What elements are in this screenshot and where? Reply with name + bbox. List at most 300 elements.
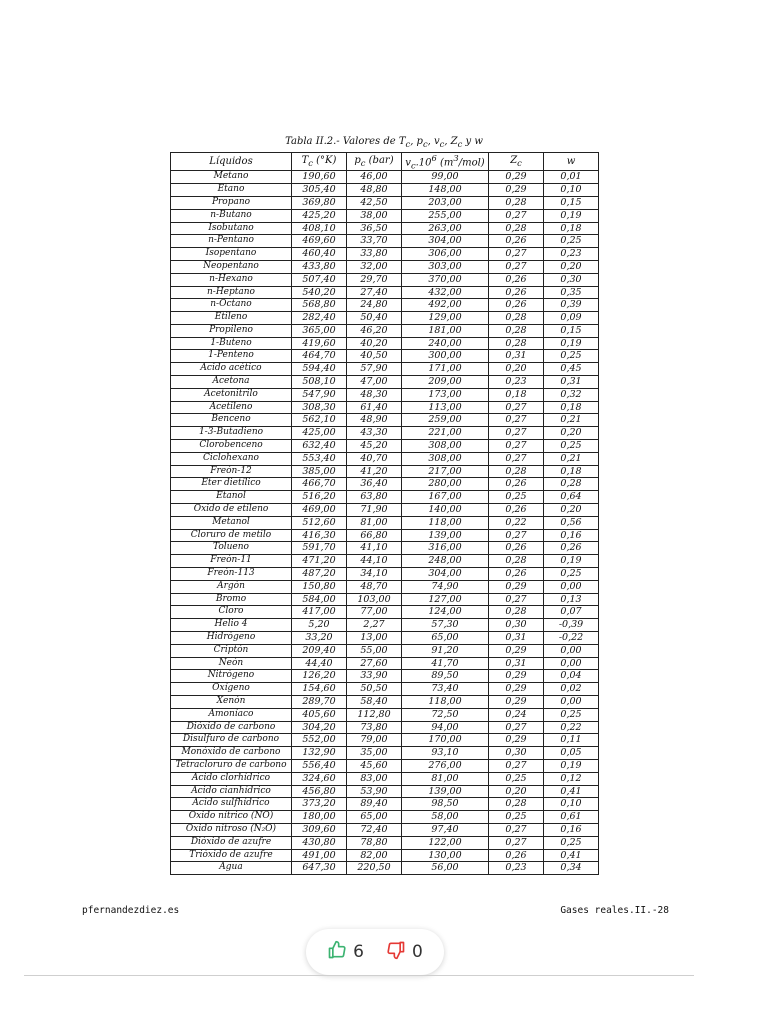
cell-tc: 584,00 <box>292 593 347 606</box>
cell-tc: 562,10 <box>292 414 347 427</box>
table-row <box>171 644 599 657</box>
cell-zc: 0,29 <box>489 683 544 696</box>
cell-zc: 0,28 <box>489 798 544 811</box>
cell-tc: 471,20 <box>292 555 347 568</box>
cell-w: 0,22 <box>544 721 599 734</box>
table-row <box>171 273 599 286</box>
thumbs-up-icon <box>327 940 347 965</box>
upvote-button[interactable] <box>327 940 364 965</box>
cell-w: -0,22 <box>544 632 599 645</box>
table-row <box>171 260 599 273</box>
cell-vc: 74,90 <box>402 580 489 593</box>
cell-vc: 124,00 <box>402 606 489 619</box>
cell-pc: 82,00 <box>347 849 402 862</box>
cell-w: 0,04 <box>544 670 599 683</box>
table-row <box>171 184 599 197</box>
table-row <box>171 823 599 836</box>
cell-liquido: Xenón <box>171 696 292 709</box>
cell-pc: 45,60 <box>347 759 402 772</box>
cell-w: 0,56 <box>544 516 599 529</box>
table-row <box>171 363 599 376</box>
cell-tc: 433,80 <box>292 260 347 273</box>
cell-pc: 72,40 <box>347 823 402 836</box>
cell-tc: 469,00 <box>292 504 347 517</box>
cell-tc: 405,60 <box>292 708 347 721</box>
cell-liquido: Criptón <box>171 644 292 657</box>
cell-zc: 0,26 <box>489 235 544 248</box>
cell-pc: 48,90 <box>347 414 402 427</box>
header-vc: $v_c.10^6$ $(m^3/mol)$ <box>402 153 489 171</box>
table-row <box>171 772 599 785</box>
cell-pc: 29,70 <box>347 273 402 286</box>
table-row <box>171 299 599 312</box>
cell-tc: 591,70 <box>292 542 347 555</box>
cell-vc: 129,00 <box>402 312 489 325</box>
cell-w: 0,45 <box>544 363 599 376</box>
cell-pc: 42,50 <box>347 196 402 209</box>
cell-vc: 98,50 <box>402 798 489 811</box>
cell-w: 0,10 <box>544 184 599 197</box>
table-header-row <box>171 153 599 171</box>
cell-zc: 0,27 <box>489 721 544 734</box>
footer-page-label: Gases reales.II.-28 <box>560 905 669 916</box>
cell-pc: 40,70 <box>347 452 402 465</box>
cell-vc: 303,00 <box>402 260 489 273</box>
cell-pc: 44,10 <box>347 555 402 568</box>
cell-zc: 0,22 <box>489 516 544 529</box>
cell-vc: 276,00 <box>402 759 489 772</box>
cell-vc: 73,40 <box>402 683 489 696</box>
cell-tc: 190,60 <box>292 171 347 184</box>
cell-w: 0,15 <box>544 196 599 209</box>
cell-liquido: Neopentano <box>171 260 292 273</box>
cell-tc: 568,80 <box>292 299 347 312</box>
cell-w: 0,09 <box>544 312 599 325</box>
cell-zc: 0,26 <box>489 849 544 862</box>
cell-vc: 97,40 <box>402 823 489 836</box>
cell-pc: 40,20 <box>347 337 402 350</box>
cell-liquido: Oxido nitroso (N₂O) <box>171 823 292 836</box>
table-row <box>171 465 599 478</box>
table-row <box>171 196 599 209</box>
cell-tc: 487,20 <box>292 568 347 581</box>
cell-liquido: Tetracloruro de carbono <box>171 759 292 772</box>
cell-liquido: Argón <box>171 580 292 593</box>
cell-vc: 304,00 <box>402 235 489 248</box>
cell-tc: 540,20 <box>292 286 347 299</box>
cell-w: 0,25 <box>544 568 599 581</box>
cell-zc: 0,29 <box>489 171 544 184</box>
cell-pc: 48,30 <box>347 388 402 401</box>
cell-w: 0,12 <box>544 772 599 785</box>
cell-liquido: 1-Buteno <box>171 337 292 350</box>
cell-zc: 0,27 <box>489 414 544 427</box>
cell-pc: 77,00 <box>347 606 402 619</box>
cell-tc: 464,70 <box>292 350 347 363</box>
cell-zc: 0,27 <box>489 823 544 836</box>
cell-pc: 33,70 <box>347 235 402 248</box>
cell-pc: 41,20 <box>347 465 402 478</box>
cell-pc: 73,80 <box>347 721 402 734</box>
cell-tc: 132,90 <box>292 747 347 760</box>
cell-w: 0,32 <box>544 388 599 401</box>
cell-liquido: Amoníaco <box>171 708 292 721</box>
cell-liquido: Oxígeno <box>171 683 292 696</box>
cell-tc: 516,20 <box>292 491 347 504</box>
cell-pc: 61,40 <box>347 401 402 414</box>
cell-w: 0,19 <box>544 209 599 222</box>
table-row <box>171 376 599 389</box>
cell-tc: 507,40 <box>292 273 347 286</box>
cell-w: 0,18 <box>544 465 599 478</box>
table-row <box>171 440 599 453</box>
cell-pc: 48,70 <box>347 580 402 593</box>
vote-widget <box>306 929 444 975</box>
upvote-count: 6 <box>353 942 364 962</box>
cell-zc: 0,27 <box>489 440 544 453</box>
cell-vc: 181,00 <box>402 324 489 337</box>
cell-vc: 130,00 <box>402 849 489 862</box>
cell-pc: 71,90 <box>347 504 402 517</box>
table-row <box>171 670 599 683</box>
cell-pc: 34,10 <box>347 568 402 581</box>
cell-w: 0,25 <box>544 235 599 248</box>
cell-tc: 491,00 <box>292 849 347 862</box>
table-row <box>171 593 599 606</box>
cell-vc: 167,00 <box>402 491 489 504</box>
cell-liquido: Oxido de etileno <box>171 504 292 517</box>
cell-pc: 33,90 <box>347 670 402 683</box>
table-row <box>171 747 599 760</box>
cell-pc: 13,00 <box>347 632 402 645</box>
cell-zc: 0,26 <box>489 542 544 555</box>
cell-liquido: Clorobenceno <box>171 440 292 453</box>
cell-pc: 220,50 <box>347 862 402 875</box>
cell-tc: 126,20 <box>292 670 347 683</box>
cell-pc: 78,80 <box>347 836 402 849</box>
table-row <box>171 632 599 645</box>
cell-zc: 0,26 <box>489 286 544 299</box>
cell-vc: 240,00 <box>402 337 489 350</box>
table-body <box>171 171 599 875</box>
cell-zc: 0,25 <box>489 491 544 504</box>
table-row <box>171 798 599 811</box>
cell-vc: 148,00 <box>402 184 489 197</box>
table-row <box>171 491 599 504</box>
cell-vc: 72,50 <box>402 708 489 721</box>
cell-w: 0,25 <box>544 440 599 453</box>
cell-pc: 46,00 <box>347 171 402 184</box>
cell-w: 0,00 <box>544 696 599 709</box>
cell-vc: 308,00 <box>402 452 489 465</box>
cell-tc: 324,60 <box>292 772 347 785</box>
cell-liquido: Ciclohexano <box>171 452 292 465</box>
cell-liquido: Acetona <box>171 376 292 389</box>
cell-tc: 556,40 <box>292 759 347 772</box>
cell-zc: 0,31 <box>489 657 544 670</box>
cell-pc: 33,80 <box>347 248 402 261</box>
table-row <box>171 811 599 824</box>
cell-w: 0,35 <box>544 286 599 299</box>
cell-liquido: Etanol <box>171 491 292 504</box>
cell-vc: 316,00 <box>402 542 489 555</box>
cell-liquido: Propano <box>171 196 292 209</box>
cell-w: -0,39 <box>544 619 599 632</box>
cell-zc: 0,27 <box>489 759 544 772</box>
cell-pc: 57,90 <box>347 363 402 376</box>
cell-pc: 45,20 <box>347 440 402 453</box>
cell-liquido: Acido clorhídrico <box>171 772 292 785</box>
cell-tc: 408,10 <box>292 222 347 235</box>
cell-zc: 0,31 <box>489 632 544 645</box>
cell-vc: 304,00 <box>402 568 489 581</box>
cell-liquido: Hidrógeno <box>171 632 292 645</box>
cell-zc: 0,27 <box>489 452 544 465</box>
cell-liquido: Freón-113 <box>171 568 292 581</box>
cell-zc: 0,27 <box>489 260 544 273</box>
cell-tc: 385,00 <box>292 465 347 478</box>
cell-zc: 0,28 <box>489 555 544 568</box>
cell-w: 0,07 <box>544 606 599 619</box>
cell-zc: 0,29 <box>489 696 544 709</box>
cell-zc: 0,26 <box>489 568 544 581</box>
cell-vc: 89,50 <box>402 670 489 683</box>
cell-pc: 38,00 <box>347 209 402 222</box>
cell-vc: 255,00 <box>402 209 489 222</box>
cell-zc: 0,28 <box>489 222 544 235</box>
cell-vc: 280,00 <box>402 478 489 491</box>
cell-tc: 154,60 <box>292 683 347 696</box>
cell-tc: 282,40 <box>292 312 347 325</box>
cell-zc: 0,31 <box>489 350 544 363</box>
cell-vc: 221,00 <box>402 427 489 440</box>
table-row <box>171 708 599 721</box>
cell-pc: 2,27 <box>347 619 402 632</box>
cell-liquido: Oxido nítrico (NO) <box>171 811 292 824</box>
cell-liquido: Acetonitrilo <box>171 388 292 401</box>
cell-pc: 35,00 <box>347 747 402 760</box>
bottom-divider <box>24 975 694 976</box>
cell-pc: 36,40 <box>347 478 402 491</box>
cell-zc: 0,27 <box>489 209 544 222</box>
cell-pc: 47,00 <box>347 376 402 389</box>
cell-liquido: Disulfuro de carbono <box>171 734 292 747</box>
table-row <box>171 734 599 747</box>
cell-liquido: n-Butano <box>171 209 292 222</box>
cell-pc: 40,50 <box>347 350 402 363</box>
table-row <box>171 516 599 529</box>
cell-w: 0,18 <box>544 222 599 235</box>
table-row <box>171 849 599 862</box>
cell-liquido: Nitrógeno <box>171 670 292 683</box>
header-pc: $p_c$ (bar) <box>347 153 402 171</box>
cell-zc: 0,29 <box>489 184 544 197</box>
cell-vc: 492,00 <box>402 299 489 312</box>
cell-w: 0,20 <box>544 427 599 440</box>
cell-liquido: Dióxido de carbono <box>171 721 292 734</box>
cell-zc: 0,23 <box>489 376 544 389</box>
cell-zc: 0,28 <box>489 312 544 325</box>
cell-tc: 469,60 <box>292 235 347 248</box>
cell-vc: 203,00 <box>402 196 489 209</box>
cell-zc: 0,30 <box>489 747 544 760</box>
table-row <box>171 504 599 517</box>
cell-tc: 553,40 <box>292 452 347 465</box>
cell-vc: 432,00 <box>402 286 489 299</box>
cell-vc: 41,70 <box>402 657 489 670</box>
cell-tc: 632,40 <box>292 440 347 453</box>
cell-liquido: Metano <box>171 171 292 184</box>
cell-liquido: n-Octano <box>171 299 292 312</box>
cell-vc: 94,00 <box>402 721 489 734</box>
cell-vc: 259,00 <box>402 414 489 427</box>
cell-liquido: Helio 4 <box>171 619 292 632</box>
table-row <box>171 568 599 581</box>
cell-tc: 180,00 <box>292 811 347 824</box>
table-row <box>171 478 599 491</box>
cell-tc: 305,40 <box>292 184 347 197</box>
cell-w: 0,21 <box>544 414 599 427</box>
cell-vc: 170,00 <box>402 734 489 747</box>
cell-tc: 419,60 <box>292 337 347 350</box>
cell-tc: 552,00 <box>292 734 347 747</box>
cell-liquido: Propileno <box>171 324 292 337</box>
cell-zc: 0,30 <box>489 619 544 632</box>
cell-zc: 0,29 <box>489 734 544 747</box>
cell-w: 0,26 <box>544 542 599 555</box>
cell-zc: 0,27 <box>489 248 544 261</box>
cell-liquido: Agua <box>171 862 292 875</box>
cell-w: 0,00 <box>544 657 599 670</box>
cell-w: 0,21 <box>544 452 599 465</box>
cell-vc: 209,00 <box>402 376 489 389</box>
cell-pc: 41,10 <box>347 542 402 555</box>
cell-w: 0,10 <box>544 798 599 811</box>
cell-liquido: Etano <box>171 184 292 197</box>
cell-liquido: Isobutano <box>171 222 292 235</box>
cell-zc: 0,29 <box>489 580 544 593</box>
cell-zc: 0,25 <box>489 772 544 785</box>
cell-liquido: Tolueno <box>171 542 292 555</box>
cell-vc: 99,00 <box>402 171 489 184</box>
cell-vc: 139,00 <box>402 785 489 798</box>
cell-w: 0,25 <box>544 708 599 721</box>
table-row <box>171 452 599 465</box>
table-caption: Tabla II.2.- Valores de $T_c$, $p_c$, $v_c$, $Z_c$ y w <box>285 136 483 149</box>
cell-liquido: Cloro <box>171 606 292 619</box>
cell-tc: 425,20 <box>292 209 347 222</box>
cell-zc: 0,20 <box>489 363 544 376</box>
cell-liquido: Isopentano <box>171 248 292 261</box>
cell-liquido: Eter dietílico <box>171 478 292 491</box>
cell-pc: 24,80 <box>347 299 402 312</box>
table-row <box>171 312 599 325</box>
cell-liquido: 1-3-Butadieno <box>171 427 292 440</box>
table-row <box>171 401 599 414</box>
cell-liquido: Etileno <box>171 312 292 325</box>
cell-w: 0,00 <box>544 580 599 593</box>
table-row <box>171 580 599 593</box>
cell-tc: 289,70 <box>292 696 347 709</box>
table-row <box>171 862 599 875</box>
cell-vc: 171,00 <box>402 363 489 376</box>
cell-tc: 547,90 <box>292 388 347 401</box>
cell-liquido: 1-Penteno <box>171 350 292 363</box>
cell-zc: 0,18 <box>489 388 544 401</box>
cell-tc: 33,20 <box>292 632 347 645</box>
cell-w: 0,19 <box>544 555 599 568</box>
cell-liquido: n-Hexano <box>171 273 292 286</box>
cell-pc: 55,00 <box>347 644 402 657</box>
table-row <box>171 324 599 337</box>
cell-w: 0,13 <box>544 593 599 606</box>
cell-liquido: Acetileno <box>171 401 292 414</box>
cell-pc: 66,80 <box>347 529 402 542</box>
cell-vc: 91,20 <box>402 644 489 657</box>
cell-zc: 0,29 <box>489 644 544 657</box>
table-row <box>171 606 599 619</box>
cell-w: 0,05 <box>544 747 599 760</box>
cell-zc: 0,29 <box>489 670 544 683</box>
cell-pc: 50,50 <box>347 683 402 696</box>
cell-w: 0,28 <box>544 478 599 491</box>
cell-pc: 46,20 <box>347 324 402 337</box>
table-row <box>171 171 599 184</box>
cell-w: 0,41 <box>544 849 599 862</box>
header-tc: $T_c$ (°K) <box>292 153 347 171</box>
table-row <box>171 759 599 772</box>
cell-liquido: Benceno <box>171 414 292 427</box>
cell-pc: 32,00 <box>347 260 402 273</box>
cell-zc: 0,25 <box>489 811 544 824</box>
cell-w: 0,20 <box>544 260 599 273</box>
cell-zc: 0,26 <box>489 273 544 286</box>
downvote-button[interactable] <box>386 940 423 965</box>
cell-tc: 460,40 <box>292 248 347 261</box>
table-row <box>171 209 599 222</box>
cell-tc: 508,10 <box>292 376 347 389</box>
cell-vc: 248,00 <box>402 555 489 568</box>
cell-w: 0,00 <box>544 644 599 657</box>
cell-zc: 0,26 <box>489 478 544 491</box>
cell-tc: 466,70 <box>292 478 347 491</box>
cell-liquido: n-Pentano <box>171 235 292 248</box>
cell-vc: 308,00 <box>402 440 489 453</box>
table-row <box>171 657 599 670</box>
cell-liquido: Bromo <box>171 593 292 606</box>
cell-w: 0,61 <box>544 811 599 824</box>
cell-pc: 58,40 <box>347 696 402 709</box>
cell-pc: 79,00 <box>347 734 402 747</box>
cell-liquido: Freón-12 <box>171 465 292 478</box>
cell-zc: 0,27 <box>489 836 544 849</box>
cell-w: 0,11 <box>544 734 599 747</box>
cell-liquido: n-Heptano <box>171 286 292 299</box>
cell-pc: 63,80 <box>347 491 402 504</box>
cell-tc: 417,00 <box>292 606 347 619</box>
cell-w: 0,16 <box>544 823 599 836</box>
cell-w: 0,23 <box>544 248 599 261</box>
cell-tc: 365,00 <box>292 324 347 337</box>
cell-pc: 48,80 <box>347 184 402 197</box>
table-row <box>171 427 599 440</box>
cell-zc: 0,28 <box>489 196 544 209</box>
cell-w: 0,25 <box>544 350 599 363</box>
cell-liquido: Acido cianhídrico <box>171 785 292 798</box>
cell-pc: 53,90 <box>347 785 402 798</box>
cell-tc: 594,40 <box>292 363 347 376</box>
cell-zc: 0,27 <box>489 427 544 440</box>
